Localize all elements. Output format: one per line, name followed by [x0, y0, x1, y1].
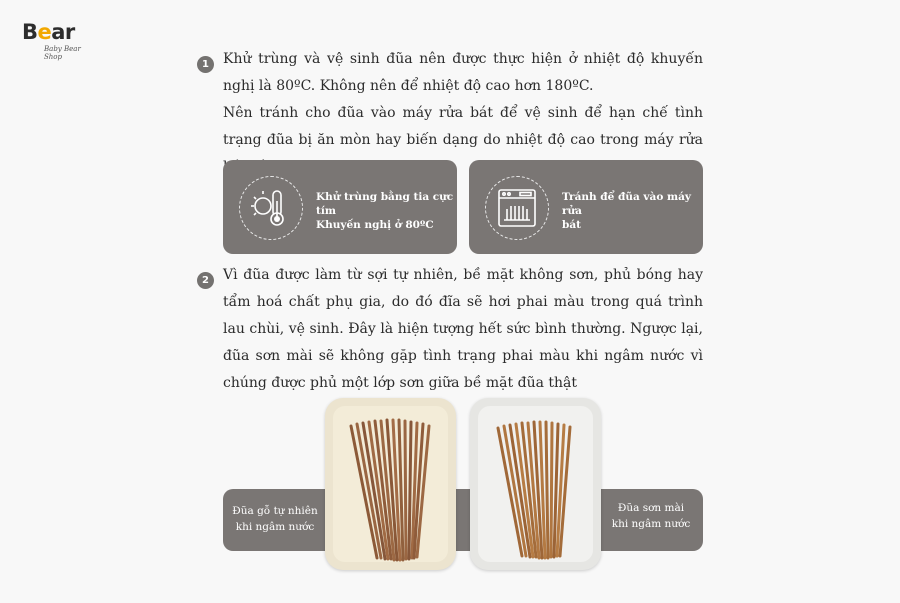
section1-para2: Nên tránh cho đũa vào máy rửa bát để vệ sinh để hạn chế tình trạng đũa bị ăn mòn hay biến dạng do nhiệt độ cao trong máy rửa — [223, 105, 703, 148]
thermometer-sun-icon — [239, 176, 303, 240]
dishwasher-icon — [485, 176, 549, 240]
tray-natural-wood — [325, 398, 456, 570]
logo-wordmark: Bear — [22, 20, 75, 44]
logo-tagline: Baby Bear Shop — [44, 45, 81, 61]
label-lacquered: Đũa sơn mài khi ngâm nước — [611, 502, 691, 530]
step-number-1: 1 — [197, 56, 214, 73]
section1-para1: Khử trùng và vệ sinh đũa nên được thực hiện ở nhiệt độ khuyến nghị là 80ºC. Không nên để nhiệt độ cao hơn 180ºC. — [223, 51, 703, 94]
chopsticks-lacquered-image — [470, 398, 601, 570]
tray-lacquered — [470, 398, 601, 570]
brand-logo — [22, 20, 92, 62]
chopsticks-natural-image — [325, 398, 456, 570]
section2-text: Vì đũa được làm từ sợi tự nhiên, bề mặt không sơn, phủ bóng hay tẩm hoá chất phụ gia, do đó đĩa sẽ hơi phai màu trong quá trình lau chùi, vệ sinh. Đây là hiện tượng hết sức bình thường. Ngược lại, đũa sơn mài sẽ không gặp tình trạng phai màu khi ngâm nước vì chúng được phủ một lớp sơn giữa bề mặt đũa thật — [223, 267, 703, 391]
step-number-2: 2 — [197, 272, 214, 289]
card-uv-sterilize — [223, 160, 457, 254]
card-no-dishwasher — [469, 160, 703, 254]
label-natural-wood: Đũa gỗ tự nhiên khi ngâm nước — [232, 505, 318, 533]
card-dishwasher-label: Tránh để đũa vào máy rửa bát — [562, 191, 691, 231]
card-uv-label: Khử trùng bằng tia cực tím Khuyến nghị ở 80ºC — [316, 191, 454, 231]
